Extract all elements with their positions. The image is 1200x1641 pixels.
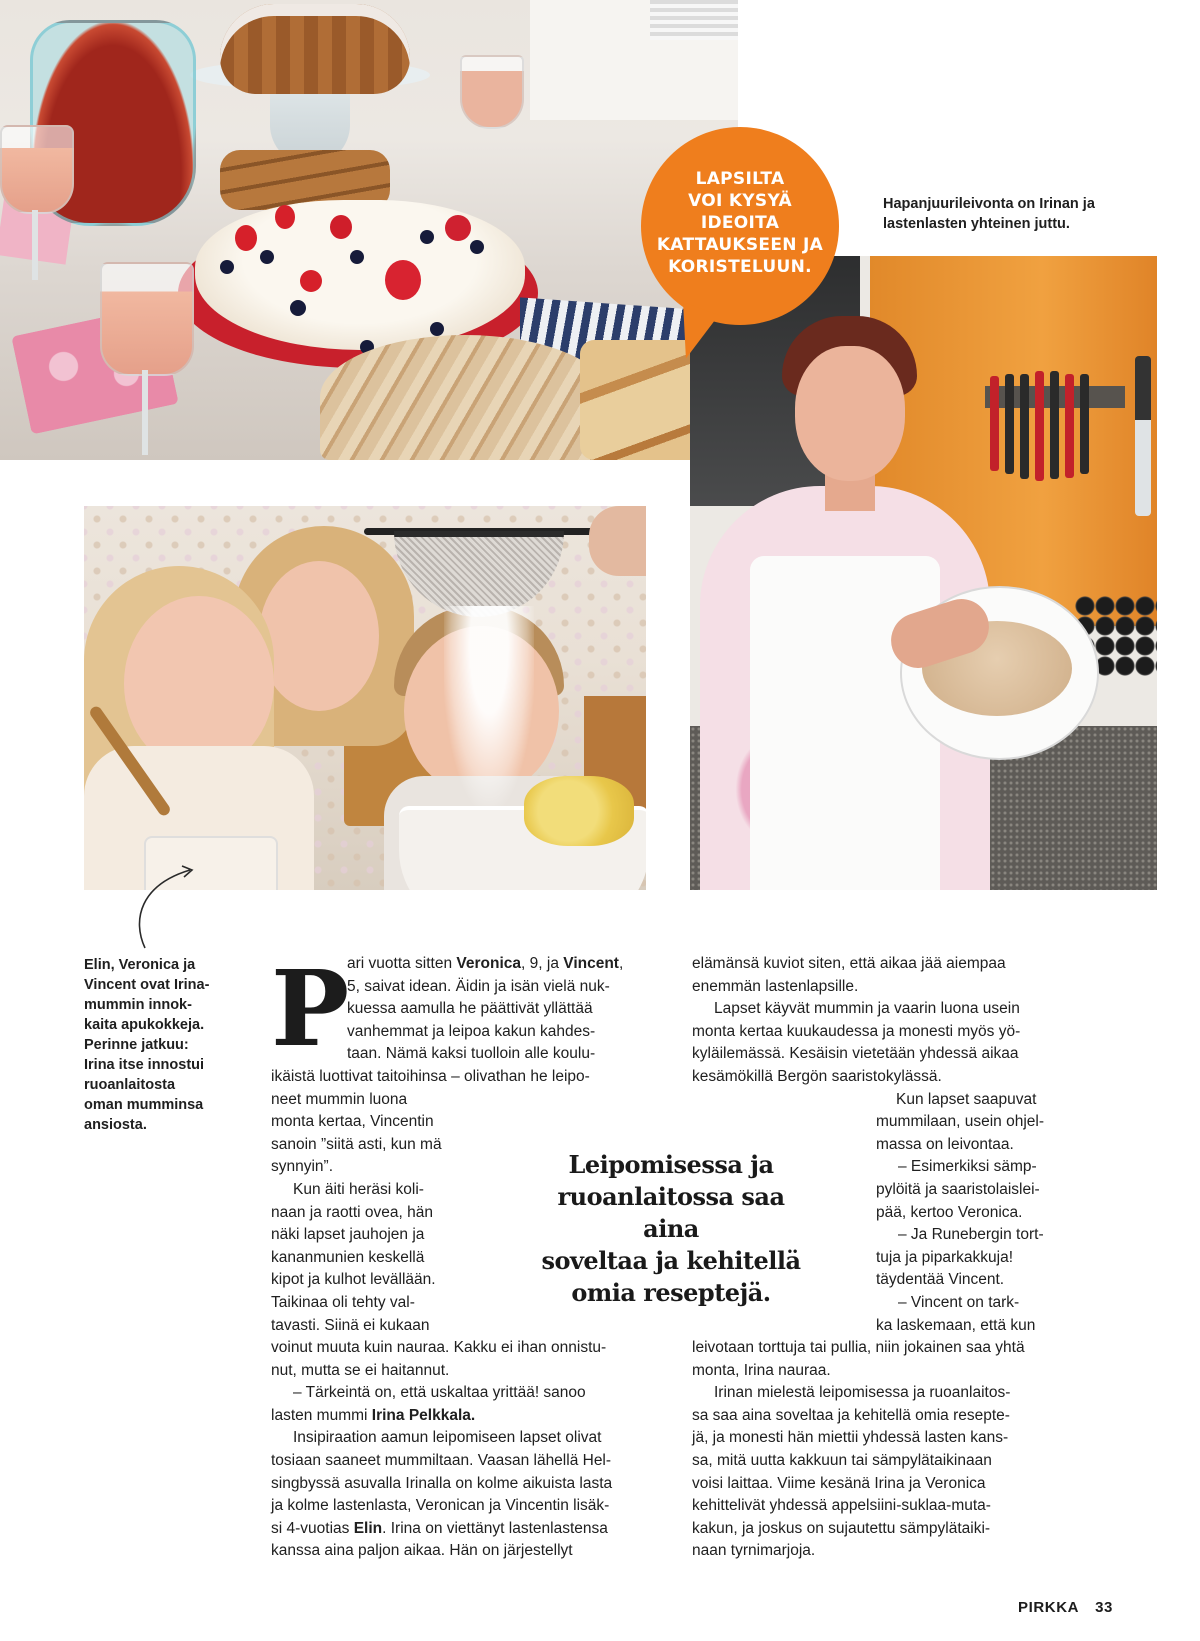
text-line: si 4-vuotias Elin. Irina on viettänyt lastenlastensa: [271, 1519, 608, 1537]
text-line: Taikinaa oli tehty val-: [271, 1293, 415, 1311]
photo-strawberry: [385, 260, 421, 300]
text-line: leivotaan torttuja tai pullia, niin jokainen saa yhtä: [692, 1339, 1025, 1357]
text-line: tavasti. Siinä ei kukaan: [271, 1316, 430, 1334]
photo-strawberry: [445, 215, 471, 241]
caption-line: ansiosta.: [84, 1117, 147, 1133]
text-line: Kun lapset saapuvat: [896, 1090, 1037, 1108]
photo-bundt-cake: [220, 4, 410, 94]
caption-arrow-icon: [130, 860, 200, 950]
photo-glass-stem: [32, 210, 38, 280]
text-line: ari vuotta sitten Veronica, 9, ja Vincent,: [347, 955, 624, 972]
photo-glass-stem: [142, 370, 148, 455]
photo-strawberry: [275, 205, 295, 229]
photo-grandma-face: [795, 346, 905, 481]
text-line: tuja ja piparkakkuja!: [876, 1248, 1013, 1266]
photo-children-baking: [84, 506, 646, 890]
photo-sourdough-bread: [320, 335, 610, 460]
photo-apron: [750, 556, 940, 890]
photo-table-spread: [0, 0, 738, 460]
caption-line: Hapanjuurileivonta on Irinan ja: [883, 196, 1095, 212]
caption-line: Perinne jatkuu:: [84, 1037, 189, 1053]
text-line: naan tyrnimarjoja.: [692, 1542, 816, 1560]
text-line: sa, mitä uutta kakkuun tai sämpylätaikinaan: [692, 1452, 992, 1470]
text-line: – Ja Runebergin tort-: [898, 1226, 1044, 1244]
page-footer: [1018, 1599, 1113, 1616]
text-line: taan. Nämä kaksi tuolloin alle koulu-: [347, 1045, 596, 1063]
caption-line: Irina itse innostui: [84, 1057, 205, 1073]
caption-grandma: [883, 194, 1143, 234]
photo-adult-hand: [589, 506, 646, 576]
text-line: massa on leivontaa.: [876, 1135, 1014, 1153]
caption-line: mummin innok-: [84, 997, 192, 1013]
text-line: kehittelivät yhdessä appelsiini-suklaa-muta-: [692, 1497, 991, 1515]
photo-knife: [1005, 374, 1014, 474]
photo-strawberry: [330, 215, 352, 239]
text-line: voinut muuta kuin nauraa. Kakku ei ihan onnistu-: [271, 1339, 607, 1357]
pull-quote: Leipomisessa ja ruoanlaitossa saa aina soveltaa ja kehitellä omia reseptejä.: [541, 1150, 801, 1307]
text-line: nut, mutta se ei haitannut.: [271, 1361, 450, 1379]
text-line: singbyssä asuvalla Irinalla on kolme aikuista lasta: [271, 1474, 613, 1492]
text-line: monta, Irina nauraa.: [692, 1361, 831, 1379]
text-line: Kun äiti heräsi koli-: [293, 1180, 424, 1198]
text-line: ka laskemaan, että kun: [876, 1316, 1036, 1334]
photo-whisk-batter: [524, 776, 634, 846]
text-line: Lapset käyvät mummin ja vaarin luona usein: [714, 1000, 1020, 1018]
text-line: Insipiraation aamun leipomiseen lapset olivat: [293, 1429, 602, 1447]
text-line: enemmän lastenlapsille.: [692, 977, 859, 995]
text-line: kuessa aamulla he päättivät yllättää: [347, 1000, 593, 1018]
photo-glass: [0, 125, 74, 214]
text-line: – Tärkeintä on, että uskaltaa yrittää! sanoo: [293, 1384, 586, 1402]
text-line: kesämökillä Bergön saaristokylässä.: [692, 1067, 942, 1085]
text-line: elämänsä kuviot siten, että aikaa jää aiempaa: [692, 955, 1006, 972]
photo-knife: [990, 376, 999, 471]
photo-grandmother-kneading: [690, 256, 1157, 890]
photo-child-elin: [124, 596, 274, 771]
photo-blueberry: [470, 240, 484, 254]
caption-children: [84, 955, 234, 1135]
photo-knife: [1080, 374, 1089, 474]
text-line: vanhemmat ja leipoa kakun kahdes-: [347, 1022, 596, 1040]
text-line: jä, ja monesti hän miettii yhdessä lasten kans-: [692, 1429, 1009, 1447]
photo-wine-glass: [460, 55, 524, 129]
text-line: kyläilemässä. Kesäisin vietetään yhdessä aikaa: [692, 1045, 1019, 1063]
text-line: sa saa aina soveltaa ja kehitellä omia resepte-: [692, 1406, 1010, 1424]
photo-blueberry: [220, 260, 234, 274]
text-line: kipot ja kulhot levällään.: [271, 1271, 436, 1289]
photo-child-veronica: [259, 561, 379, 711]
text-line: mummilaan, usein ohjel-: [876, 1113, 1044, 1131]
caption-line: ruoanlaitosta: [84, 1077, 176, 1093]
photo-blueberry: [430, 322, 444, 336]
caption-line: Elin, Veronica ja: [84, 957, 196, 973]
photo-knife: [1065, 374, 1074, 478]
drop-cap: P: [271, 947, 350, 1070]
photo-glass: [100, 262, 194, 376]
text-line: tosiaan saaneet mummiltaan. Vaasan lähellä Hel-: [271, 1452, 612, 1470]
text-line: kananmunien keskellä: [271, 1248, 425, 1266]
text-line: voisi laittaa. Viime kesänä Irina ja Veronica: [692, 1474, 986, 1492]
text-line: naan ja raotti ovea, hän: [271, 1203, 434, 1221]
photo-falling-flour: [444, 606, 534, 806]
text-line: kanssa aina paljon aikaa. Hän on järjestellyt: [271, 1542, 573, 1560]
text-line: neet mummin luona: [271, 1090, 408, 1108]
page-number: 33: [1095, 1599, 1113, 1616]
text-line: pylöitä ja saaristolaislei-: [876, 1180, 1040, 1198]
text-line: – Vincent on tark-: [898, 1293, 1020, 1311]
caption-line: lastenlasten yhteinen juttu.: [883, 216, 1070, 232]
photo-blinds: [650, 0, 738, 40]
text-line: täydentää Vincent.: [876, 1271, 1005, 1289]
text-line: monta kertaa, Vincentin: [271, 1113, 434, 1131]
photo-blueberry: [350, 250, 364, 264]
text-line: – Esimerkiksi sämp-: [898, 1158, 1037, 1176]
text-line: kakun, ja joskus on sujautettu sämpylätaiki-: [692, 1519, 991, 1537]
text-line: ja kolme lastenlasta, Veronican ja Vincentin lisäk-: [271, 1497, 610, 1515]
text-line: näki lapset jauhojen ja: [271, 1226, 425, 1244]
photo-blueberry: [260, 250, 274, 264]
photo-knife: [1050, 371, 1059, 479]
photo-pavlova: [195, 200, 525, 350]
callout-bubble: [641, 127, 839, 325]
text-line: Irinan mielestä leipomisessa ja ruoanlaitos-: [714, 1384, 1011, 1402]
callout-text: LAPSILTA VOI KYSYÄ IDEOITA KATTAUKSEEN JA KORISTELUUN.: [656, 169, 824, 277]
text-line: sanoin ”siitä asti, kun mä: [271, 1135, 442, 1153]
text-line: monta kertaa kuukaudessa ja monesti myös yö-: [692, 1022, 1021, 1040]
caption-line: oman mumminsa: [84, 1097, 204, 1113]
photo-knife: [1020, 374, 1029, 479]
text-line: 5, saivat idean. Äidin ja isän vielä nuk-: [347, 977, 610, 995]
text-line: pää, kertoo Veronica.: [876, 1203, 1023, 1221]
caption-line: kaita apukokkeja.: [84, 1017, 205, 1033]
photo-blueberry: [420, 230, 434, 244]
photo-knife: [1035, 371, 1044, 481]
text-line: ikäistä luottivat taitoihinsa – olivathan he leipo-: [271, 1067, 590, 1085]
text-line: synnyin”.: [271, 1158, 334, 1176]
photo-strawberry: [300, 270, 322, 292]
photo-strawberry: [235, 225, 257, 251]
photo-large-knife: [1135, 356, 1151, 516]
magazine-name: PIRKKA: [1018, 1599, 1080, 1616]
caption-line: Vincent ovat Irina-: [84, 977, 210, 993]
text-line: lasten mummi Irina Pelkkala.: [271, 1406, 476, 1424]
photo-blueberry: [290, 300, 306, 316]
